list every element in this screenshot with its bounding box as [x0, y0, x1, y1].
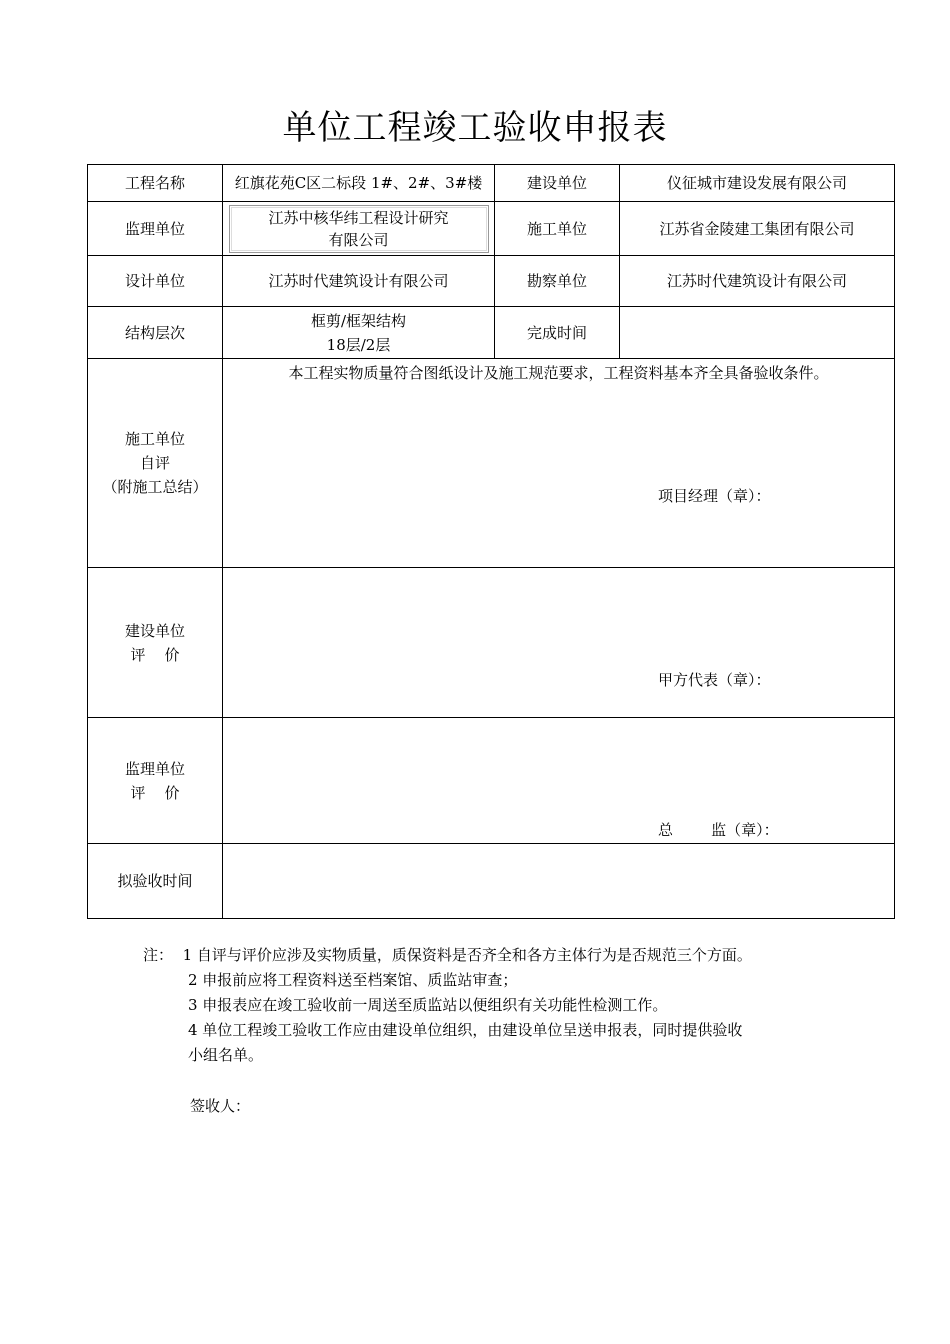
project-name-label: 工程名称 — [88, 165, 223, 202]
row-designer — [88, 256, 895, 307]
builder-value: 仪征城市建设发展有限公司 — [620, 165, 895, 202]
row-project-name — [88, 165, 895, 202]
builder-eval-label-line1: 建设单位 — [124, 621, 185, 640]
owner-representative-signature: 甲方代表（章）： — [658, 671, 771, 689]
supervisor-eval-label-line1: 监理单位 — [124, 759, 185, 778]
row-supervisor — [88, 202, 895, 256]
completion-value — [620, 307, 895, 359]
row-planned-acceptance-time — [88, 844, 895, 919]
structure-label: 结构层次 — [88, 307, 223, 359]
contractor-value: 江苏省金陵建工集团有限公司 — [620, 202, 895, 256]
supervisor-value-cell — [223, 202, 495, 256]
note-item-2: 2 申报前应将工程资料送至档案馆、质监站审查； — [188, 971, 518, 989]
supervisor-label: 监理单位 — [88, 202, 223, 256]
structure-value-cell — [223, 307, 495, 359]
self-eval-label-line3: （附施工总结） — [102, 478, 208, 496]
project-name-value: 红旗花苑C区二标段 1#、2#、3#楼 — [223, 165, 495, 202]
application-form-table — [87, 164, 895, 919]
notes-prefix: 注： — [143, 946, 174, 964]
self-eval-label-line2: 自评 — [139, 454, 170, 472]
completion-label: 完成时间 — [495, 307, 620, 359]
self-eval-label-cell — [88, 359, 223, 568]
chief-supervisor-signature: 总 监（章）： — [658, 821, 779, 839]
self-eval-content — [223, 359, 895, 568]
note-item-1: 注： 1 自评与评价应涉及实物质量，质保资料是否齐全和各方主体行为是否规范三个方面。 — [143, 946, 752, 964]
row-structure — [88, 307, 895, 359]
designer-label: 设计单位 — [88, 256, 223, 307]
note-item-4-continued: 小组名单。 — [188, 1046, 264, 1064]
builder-eval-label-cell — [88, 568, 223, 718]
builder-eval-content — [223, 568, 895, 718]
signer-label: 签收人： — [190, 1097, 251, 1115]
planned-time-label: 拟验收时间 — [88, 844, 223, 919]
supervisor-eval-label-cell — [88, 718, 223, 844]
note-item-4: 4 单位工程竣工验收工作应由建设单位组织，由建设单位呈送申报表，同时提供验收 — [188, 1021, 743, 1039]
supervisor-value-line2: 有限公司 — [328, 230, 389, 249]
builder-eval-label-line2: 评 价 — [130, 645, 180, 664]
row-supervisor-evaluation — [88, 718, 895, 844]
supervisor-eval-content — [223, 718, 895, 844]
row-builder-evaluation — [88, 568, 895, 718]
surveyor-label: 勘察单位 — [495, 256, 620, 307]
self-eval-text: 本工程实物质量符合图纸设计及施工规范要求，工程资料基本齐全具备验收条件。 — [288, 364, 829, 382]
builder-label: 建设单位 — [495, 165, 620, 202]
project-manager-signature: 项目经理（章）： — [658, 487, 771, 505]
self-eval-label-line1: 施工单位 — [124, 430, 185, 448]
notes-section — [143, 943, 752, 1068]
page-title: 单位工程竣工验收申报表 — [282, 108, 668, 148]
supervisor-eval-label-line2: 评 价 — [130, 783, 180, 802]
designer-value: 江苏时代建筑设计有限公司 — [223, 256, 495, 307]
supervisor-value-box — [229, 205, 489, 253]
surveyor-value: 江苏时代建筑设计有限公司 — [620, 256, 895, 307]
structure-value-line1: 框剪/框架结构 — [310, 311, 407, 330]
row-self-evaluation — [88, 359, 895, 568]
structure-value-line2: 18层/2层 — [326, 335, 391, 354]
supervisor-value-line1: 江苏中核华纬工程设计研究 — [268, 208, 449, 227]
note-item-3: 3 申报表应在竣工验收前一周送至质监站以便组织有关功能性检测工作。 — [188, 996, 668, 1014]
planned-time-value — [223, 844, 895, 919]
contractor-label: 施工单位 — [495, 202, 620, 256]
